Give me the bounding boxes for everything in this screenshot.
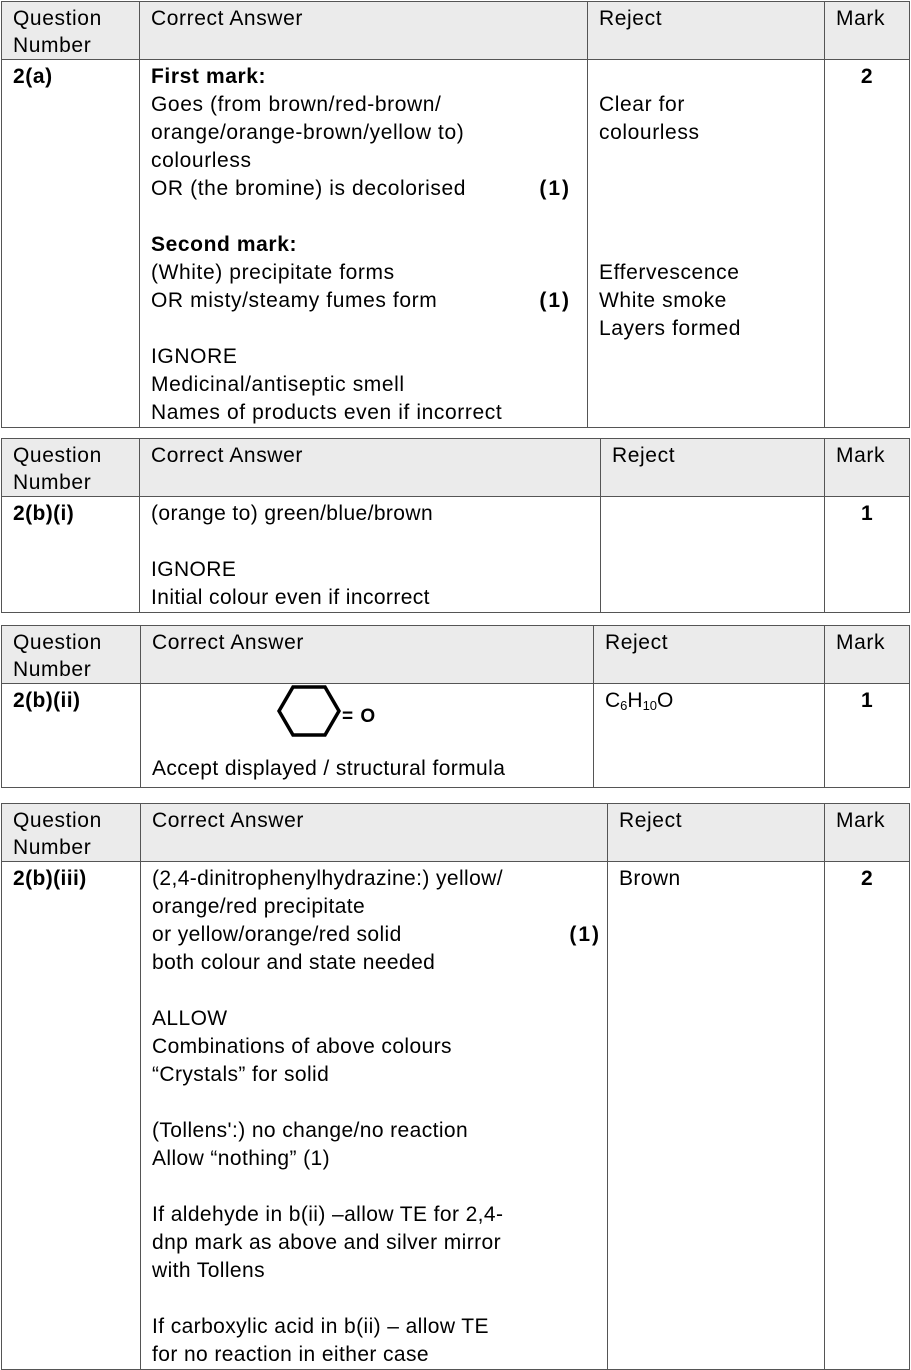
spacer bbox=[151, 528, 600, 556]
chemical-structure bbox=[152, 687, 593, 755]
mark-scheme-table-2bi bbox=[1, 438, 910, 613]
spacer bbox=[151, 203, 587, 231]
formula-element: C bbox=[605, 689, 621, 712]
mark-tag: (1) bbox=[569, 923, 601, 946]
mark-scheme-table-2bii bbox=[1, 625, 910, 788]
mark-scheme-table-2a bbox=[1, 1, 910, 428]
spacer bbox=[152, 1173, 607, 1201]
mark-scheme-table-2biii bbox=[1, 803, 910, 1370]
acid-line: If carboxylic acid in b(ii) – allow TE bbox=[152, 1315, 489, 1338]
question-number: 2(b)(i) bbox=[2, 497, 140, 613]
question-number: 2(a) bbox=[2, 60, 140, 428]
table-row bbox=[2, 862, 910, 1370]
acid-line: for no reaction in either case bbox=[152, 1343, 429, 1366]
answer-line: (orange to) green/blue/brown bbox=[151, 502, 434, 525]
spacer bbox=[599, 147, 824, 175]
spacer bbox=[599, 203, 824, 231]
reject-line: Effervescence bbox=[599, 261, 740, 284]
spacer bbox=[151, 315, 587, 343]
header-reject: Reject bbox=[608, 804, 825, 862]
molecular-formula bbox=[605, 687, 824, 715]
answer-text: OR misty/steamy fumes form bbox=[151, 289, 438, 312]
reject-cell bbox=[594, 684, 825, 788]
answer-note: Accept displayed / structural formula bbox=[152, 757, 506, 780]
tollens-line: (Tollens':) no change/no reaction bbox=[152, 1119, 469, 1142]
first-mark-heading: First mark: bbox=[151, 65, 267, 88]
header-mark: Mark bbox=[825, 804, 910, 862]
table-header-row bbox=[2, 804, 910, 862]
answer-text: or yellow/orange/red solid bbox=[152, 923, 402, 946]
formula-element: H bbox=[627, 689, 643, 712]
table-row bbox=[2, 684, 910, 788]
table-row bbox=[2, 60, 910, 428]
ignore-line: Medicinal/antiseptic smell bbox=[151, 373, 405, 396]
mark-tag: (1) bbox=[539, 177, 571, 200]
reject-cell bbox=[588, 60, 825, 428]
answer-line: (White) precipitate forms bbox=[151, 261, 395, 284]
reject-cell bbox=[601, 497, 825, 613]
formula-element: O bbox=[657, 689, 674, 712]
aldehyde-line: with Tollens bbox=[152, 1259, 265, 1282]
reject-line: Layers formed bbox=[599, 317, 742, 340]
ignore-line: Initial colour even if incorrect bbox=[151, 586, 430, 609]
header-correct-answer: Correct Answer bbox=[141, 804, 608, 862]
header-reject: Reject bbox=[601, 439, 825, 497]
header-question-number: Question Number bbox=[2, 626, 141, 684]
tollens-line: Allow “nothing” (1) bbox=[152, 1147, 330, 1170]
second-mark-heading: Second mark: bbox=[151, 233, 298, 256]
header-correct-answer: Correct Answer bbox=[140, 439, 601, 497]
header-correct-answer: Correct Answer bbox=[140, 2, 588, 60]
header-mark: Mark bbox=[825, 2, 910, 60]
reject-line: colourless bbox=[599, 121, 700, 144]
answer-note: both colour and state needed bbox=[152, 951, 436, 974]
answer-line: orange/red precipitate bbox=[152, 895, 366, 918]
formula-subscript: 10 bbox=[642, 698, 658, 713]
formula-subscript: 6 bbox=[620, 698, 628, 713]
ignore-line: Names of products even if incorrect bbox=[151, 401, 503, 424]
answer-line-with-mark bbox=[151, 175, 587, 203]
aldehyde-line: dnp mark as above and silver mirror bbox=[152, 1231, 501, 1254]
table-header-row bbox=[2, 626, 910, 684]
header-mark: Mark bbox=[825, 439, 910, 497]
header-reject: Reject bbox=[594, 626, 825, 684]
mark-tag: (1) bbox=[539, 289, 571, 312]
answer-line-with-mark bbox=[152, 921, 607, 949]
table-row bbox=[2, 497, 910, 613]
header-question-number: Question Number bbox=[2, 804, 141, 862]
correct-answer-cell bbox=[141, 684, 594, 788]
correct-answer-cell bbox=[140, 497, 601, 613]
answer-line: colourless bbox=[151, 149, 252, 172]
mark-value: 1 bbox=[825, 684, 910, 788]
reject-cell: Brown bbox=[608, 862, 825, 1370]
cyclohexanone-ring-icon bbox=[277, 683, 341, 739]
correct-answer-cell bbox=[140, 60, 588, 428]
mark-value: 1 bbox=[825, 497, 910, 613]
answer-line: Goes (from brown/red-brown/ bbox=[151, 93, 442, 116]
answer-line: orange/orange-brown/yellow to) bbox=[151, 121, 465, 144]
table-header-row bbox=[2, 2, 910, 60]
allow-line: “Crystals” for solid bbox=[152, 1063, 330, 1086]
header-reject: Reject bbox=[588, 2, 825, 60]
spacer bbox=[599, 175, 824, 203]
reject-line: White smoke bbox=[599, 289, 727, 312]
spacer bbox=[599, 63, 824, 91]
answer-line-with-mark bbox=[151, 287, 587, 315]
allow-line: Combinations of above colours bbox=[152, 1035, 452, 1058]
header-question-number: Question Number bbox=[2, 439, 140, 497]
carbonyl-label: = O bbox=[342, 706, 377, 727]
question-number: 2(b)(iii) bbox=[2, 862, 141, 1370]
spacer bbox=[152, 1089, 607, 1117]
spacer bbox=[152, 977, 607, 1005]
spacer bbox=[599, 231, 824, 259]
answer-text: OR (the bromine) is decolorised bbox=[151, 177, 467, 200]
reject-line: Clear for bbox=[599, 93, 685, 116]
ignore-heading: IGNORE bbox=[151, 345, 238, 368]
header-correct-answer: Correct Answer bbox=[141, 626, 594, 684]
ignore-heading: IGNORE bbox=[151, 558, 237, 581]
table-header-row bbox=[2, 439, 910, 497]
mark-value: 2 bbox=[825, 862, 910, 1370]
question-number: 2(b)(ii) bbox=[2, 684, 141, 788]
header-question-number: Question Number bbox=[2, 2, 140, 60]
allow-heading: ALLOW bbox=[152, 1007, 228, 1030]
correct-answer-cell bbox=[141, 862, 608, 1370]
mark-value: 2 bbox=[825, 60, 910, 428]
aldehyde-line: If aldehyde in b(ii) –allow TE for 2,4- bbox=[152, 1203, 504, 1226]
answer-line: (2,4-dinitrophenylhydrazine:) yellow/ bbox=[152, 867, 503, 890]
spacer bbox=[152, 1285, 607, 1313]
header-mark: Mark bbox=[825, 626, 910, 684]
